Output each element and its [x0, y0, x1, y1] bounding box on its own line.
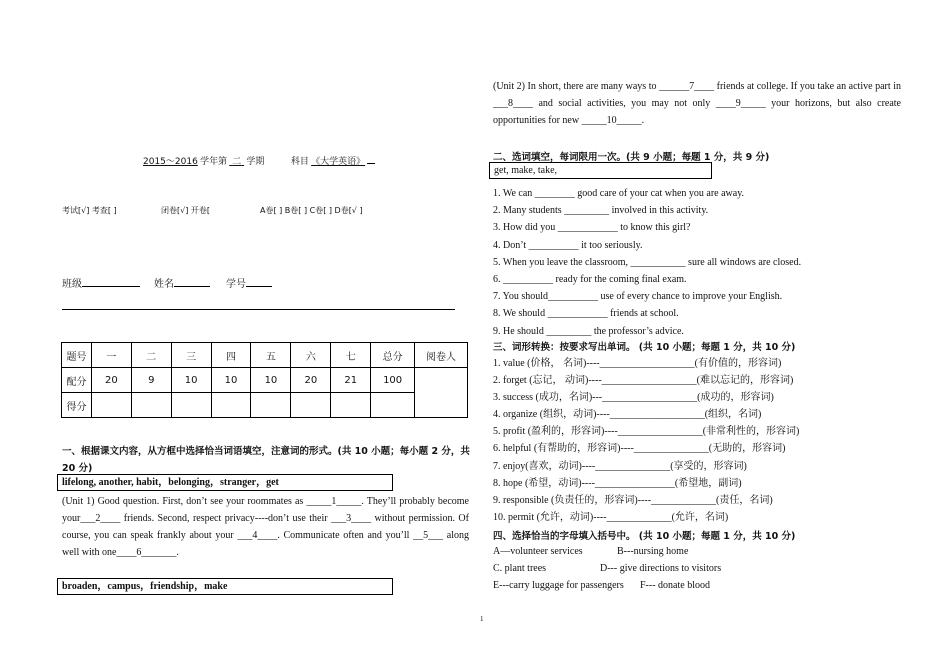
list-item: 1. value (价格， 名词)----___________________(有价值的，形容词) — [493, 358, 782, 369]
list-item: 1. We can ________ good care of your cat when you are away. — [493, 188, 745, 199]
list-item: 5. profit (盈利的，形容词)----_________________(非常利性的，形容词) — [493, 426, 800, 438]
list-item: 5. When you leave the classroom, ___________ sure all windows are closed. — [493, 256, 802, 268]
list-item: 4. Don’t __________ it too seriously. — [493, 239, 643, 251]
section4-option-d: D--- give directions to visitors — [600, 563, 722, 574]
score-label-cell: 得分 — [62, 393, 92, 418]
score-cell[interactable] — [291, 393, 331, 418]
grader-cell[interactable] — [415, 368, 468, 418]
score-table-header-row — [62, 343, 468, 368]
name-blank[interactable] — [174, 286, 210, 287]
list-item: 7. enjoy(喜欢，动词)----_______________(享受的，形容词) — [493, 460, 747, 472]
table-header-cell: 四 — [211, 343, 251, 368]
list-item: 3. success (成功，名词)---___________________(成功的，形容词) — [493, 392, 774, 404]
list-item: 10. permit (允许，动词)----_____________(允许，名词) — [493, 511, 729, 523]
table-header-cell: 题号 — [62, 343, 92, 368]
list-item: 7. You should__________ use of every chance to improve your English. — [493, 291, 783, 303]
student-id-blank[interactable] — [246, 286, 272, 287]
points-cell: 10 — [211, 368, 251, 393]
section2-word-box: get, make, take, — [489, 162, 712, 179]
points-cell: 21 — [331, 368, 371, 393]
class-blank[interactable] — [82, 286, 140, 287]
class-field — [62, 275, 140, 290]
list-item: 6. __________ ready for the coming final exam. — [493, 274, 687, 286]
section3-items — [493, 355, 799, 526]
list-item: 3. How did you ____________ to know this girl? — [493, 222, 691, 234]
table-header-cell: 三 — [171, 343, 211, 368]
section4-option-f: F--- donate blood — [640, 580, 710, 591]
term-end: 学期 — [246, 157, 265, 167]
points-cell: 100 — [371, 368, 415, 393]
section1-word-box-2: broaden，campus，friendship，make — [57, 578, 393, 595]
term-year: 2015～2016 — [143, 157, 198, 167]
term-mid: 学年第 — [200, 157, 228, 167]
subject-label: 科目 — [290, 157, 309, 167]
list-item: 2. forget (忘记， 动词)----___________________(难以忘记的，形容词) — [493, 375, 794, 387]
header-divider — [62, 309, 455, 310]
score-cell[interactable] — [331, 393, 371, 418]
section1-word-box-1: lifelong, another, habit，belonging，stranger，get — [57, 474, 393, 491]
score-cell[interactable] — [371, 393, 415, 418]
section1-unit1-passage: (Unit 1) Good question. First, don’t see your roommates as _____1_____. They’ll probably become your___2____ friends. Second, respect privacy----don’t use their ___3____ without permission. Of course, you can speak frankly about your ___4____. Communicate often and you’ll __5___ along well with one____6_______. — [62, 496, 469, 558]
score-table-score-row — [62, 393, 468, 418]
score-table — [61, 342, 468, 418]
student-id-label: 学号 — [226, 279, 246, 290]
section1-title: 一、根据课文内容，从方框中选择恰当词语填空，注意词的形式。(共 10 小题；每小题 2 分，共 20 分) — [62, 446, 470, 474]
table-header-cell: 七 — [331, 343, 371, 368]
score-cell[interactable] — [211, 393, 251, 418]
score-cell[interactable] — [91, 393, 131, 418]
points-label-cell: 配分 — [62, 368, 92, 393]
exam-type-options: 考试[√] 考查[ ] — [62, 206, 117, 215]
page-number: 1 — [480, 615, 484, 623]
list-item: 8. hope (希望，动词)----________________(希望地，副词) — [493, 477, 742, 489]
section3-title: 三、词形转换：按要求写出单词。 (共 10 小题；每题 1 分，共 10 分) — [493, 342, 796, 353]
section2-title: 二、选词填空，每词限用一次。(共 9 小题；每题 1 分，共 9 分) — [493, 152, 770, 163]
points-cell: 20 — [91, 368, 131, 393]
section4-option-e: E---carry luggage for passengers — [493, 580, 624, 591]
subject-value: 《大学英语》 — [311, 157, 366, 167]
score-cell[interactable] — [131, 393, 171, 418]
table-header-cell: 总分 — [371, 343, 415, 368]
points-cell: 10 — [171, 368, 211, 393]
term-num: 二 — [232, 157, 242, 167]
exam-open-closed-options: 闭卷[√] 开卷[ — [161, 206, 211, 215]
class-label: 班级 — [62, 279, 82, 290]
section2-items — [493, 185, 801, 340]
table-header-cell: 五 — [251, 343, 291, 368]
term-header — [143, 154, 375, 167]
table-header-cell: 一 — [91, 343, 131, 368]
section4-option-b: B---nursing home — [617, 546, 689, 557]
points-cell: 20 — [291, 368, 331, 393]
student-id-field — [226, 275, 272, 290]
score-cell[interactable] — [171, 393, 211, 418]
list-item: 9. He should _________ the professor’s advice. — [493, 325, 684, 337]
list-item: 6. helpful (有帮助的，形容词)----_______________(无助的，形容词) — [493, 443, 786, 455]
list-item: 8. We should ____________ friends at school. — [493, 308, 679, 320]
table-header-cell: 二 — [131, 343, 171, 368]
name-field — [154, 275, 210, 290]
section1-unit2-passage: (Unit 2) In short, there are many ways to ______7____ friends at college. If you take an active part in ___8____ and social activities, you may not only ____9_____ your horizons, but also create opportunities for new _____10_____. — [493, 81, 901, 126]
list-item: 2. Many students _________ involved in this activity. — [493, 205, 709, 217]
exam-paper-options: A卷[ ] B卷[ ] C卷[ ] D卷[√ ] — [260, 206, 363, 215]
table-header-cell: 阅卷人 — [415, 343, 468, 368]
list-item: 4. organize (组织，动词)----___________________(组织，名词) — [493, 409, 762, 421]
section4-option-a: A—volunteer services — [493, 546, 583, 557]
section4-option-c: C. plant trees — [493, 563, 547, 574]
table-header-cell: 六 — [291, 343, 331, 368]
list-item: 9. responsible (负责任的，形容词)----_____________(责任，名词) — [493, 494, 773, 506]
name-label: 姓名 — [154, 279, 174, 290]
points-cell: 10 — [251, 368, 291, 393]
points-cell: 9 — [131, 368, 171, 393]
section4-title: 四、选择恰当的字母填入括号中。 (共 10 小题；每题 1 分，共 10 分) — [493, 531, 796, 542]
score-table-points-row — [62, 368, 468, 393]
score-cell[interactable] — [251, 393, 291, 418]
